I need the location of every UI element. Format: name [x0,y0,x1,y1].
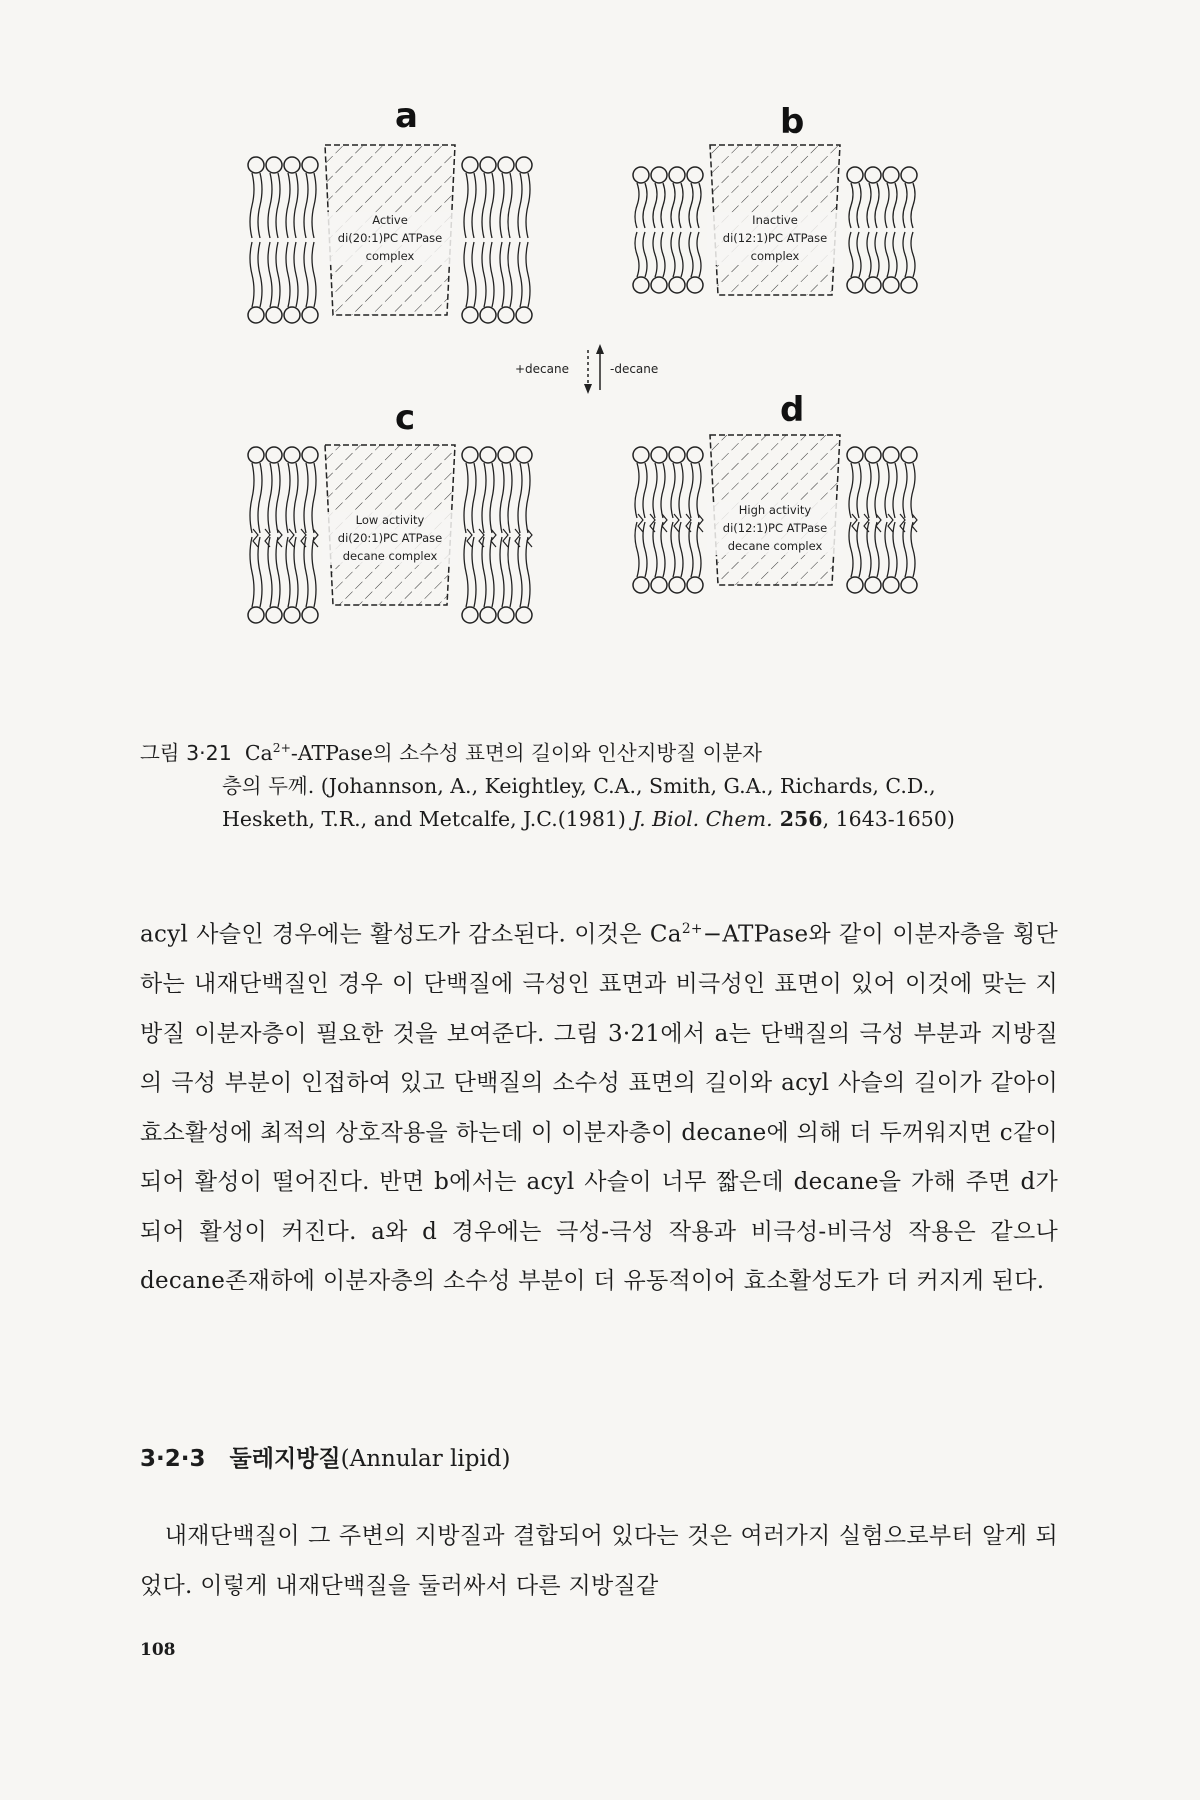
caption-line3 [140,803,1040,836]
lipid-head [865,277,881,293]
lipid-head [883,577,899,593]
lipid-tail [518,463,522,533]
lipid-tail [857,183,861,228]
caption-line1-sup: 2+ [272,741,291,755]
decane-molecule [638,514,643,532]
lipid-tail [671,463,675,518]
lipid-tail [518,173,522,238]
lipid-head [847,577,863,593]
lipid-tail [268,537,272,607]
lipid-tail [867,183,871,228]
lipid-tail [697,232,701,277]
lipid-head [480,447,496,463]
panel-a-line3: complex [365,248,415,263]
lipid-tail [294,242,298,307]
lipid-tail [679,232,683,277]
panel-b-label [707,212,843,265]
lipid-head [901,277,917,293]
lipid-tail [490,173,494,238]
p2-text: 내재단백질이 그 주변의 지방질과 결합되어 있다는 것은 여러가지 실험으로부터 알게 되었다. 이렇게 내재단백질을 둘러싸서 다른 지방질같 [140,1523,1058,1599]
lipid-tail [526,173,530,238]
panel-c-line2: di(20:1)PC ATPase [337,530,443,545]
panel-a-line1: Active [372,213,408,227]
lipid-head [248,447,264,463]
lipid-tail [885,232,889,277]
panel-c-label [322,512,458,565]
lipid-head [480,307,496,323]
lipid-head [266,607,282,623]
lipid-head [302,157,318,173]
lipid-tail [464,173,468,238]
lipid-tail [885,463,889,518]
lipid-head [669,447,685,463]
lipid-head [687,167,703,183]
lipid-tail [689,232,693,277]
caption-journal: J. Biol. Chem. [632,806,773,831]
lipid-tail [312,537,316,607]
lipid-tail [312,242,316,307]
decane-molecule [467,529,472,547]
panel-c-line3: decane complex [342,548,438,563]
decane-molecule [503,529,508,547]
lipid-tail [661,232,665,277]
lipid-tail [286,537,290,607]
lipid-tail [258,463,262,533]
lipid-head [498,157,514,173]
lipid-head [901,167,917,183]
lipid-head [883,167,899,183]
lipid-tail [258,242,262,307]
lipid-head [669,577,685,593]
lipid-head [687,447,703,463]
lipid-head [480,157,496,173]
decane-molecule [674,514,679,532]
caption-volume: 256 [772,806,823,831]
lipid-tail [490,242,494,307]
lipid-head [266,157,282,173]
lipid-tail [268,242,272,307]
lipid-tail [490,537,494,607]
body-paragraph-2 [140,1512,1058,1611]
lipid-tail [500,242,504,307]
lipid-tail [518,242,522,307]
lipid-tail [294,173,298,238]
lipid-tail [697,463,701,518]
lipid-tail [526,463,530,533]
lipid-tail [903,183,907,228]
lipid-tail [875,232,879,277]
lipid-head [498,307,514,323]
lipid-tail [250,173,254,238]
lipid-tail [258,173,262,238]
lipid-tail [903,232,907,277]
figure-caption [140,732,1040,836]
lipid-tail [643,183,647,228]
figure-3-21 [230,96,990,700]
lipid-tail [500,173,504,238]
decane-molecule [253,529,258,547]
lipid-tail [508,537,512,607]
lipid-tail [276,173,280,238]
lipid-head [284,447,300,463]
lipid-head [865,577,881,593]
lipid-tail [286,242,290,307]
lipid-tail [312,173,316,238]
lipid-head [284,607,300,623]
lipid-tail [857,463,861,518]
caption-line1-a: Ca [244,740,273,765]
lipid-head [669,277,685,293]
lipid-head [516,157,532,173]
lipid-tail [286,463,290,533]
lipid-tail [893,522,897,577]
lipid-tail [304,173,308,238]
panel-b-line1: Inactive [752,213,798,227]
lipid-head [651,277,667,293]
p1-sup: 2+ [681,921,703,937]
section-title-ko: 둘레지방질 [229,1446,341,1472]
p1-part-b: −ATPase와 같이 이분자층을 횡단하는 내재단백질인 경우 이 단백질에 극성인 표면과 비극성인 표면이 있어 이것에 맞는 지방질 이분자층이 필요한 것을 보여준다. 그림 3·21에서 a는 단백질의 극성 부분과 지방질의 극성 부분이 인접하여 있고 단백질의 소수성 표면의 길이와 acyl 사슬의 길이가 같아이 효소활성에 최적의 상호작용을 하는데 이 이분자층이 decane에 의해 더 두꺼워지면 c같이 되어 활성이 떨어진다. 반면 b에서는 acyl 사슬이 너무 짧은데 decane을 가해 주면 d가 되어 활성이 커진다. a와 d 경우에는 극성-극성 작용과 비극성-비극성 작용은 같으나 decane존재하에 이분자층의 소수성 부분이 더 유동적이어 효소활성도가 더 커지게 된다. [140,921,1058,1295]
lipid-tail [671,522,675,577]
lipid-tail [893,232,897,277]
panel-letter-d: d [780,390,805,430]
lipid-head [687,277,703,293]
panel-d-line3: decane complex [727,538,823,553]
lipid-head [516,607,532,623]
lipid-head [651,577,667,593]
body-paragraph-1 [140,905,1058,1307]
lipid-head [633,577,649,593]
lipid-tail [464,242,468,307]
lipid-tail [472,173,476,238]
lipid-tail [849,183,853,228]
lipid-tail [689,463,693,518]
lipid-tail [661,522,665,577]
lipid-tail [857,232,861,277]
lipid-head [883,447,899,463]
lipid-tail [893,183,897,228]
caption-pages: , 1643-1650) [822,806,955,831]
caption-line1-b: -ATPase의 소수성 표면의 길이와 인산지방질 이분자 [290,740,762,765]
lipid-tail [268,463,272,533]
decane-molecule [289,529,294,547]
lipid-tail [258,537,262,607]
lipid-head [248,307,264,323]
lipid-tail [304,463,308,533]
caption-label: 그림 3·21 [140,740,232,765]
lipid-head [687,577,703,593]
page-number: 108 [140,1640,176,1660]
lipid-tail [286,173,290,238]
lipid-head [516,447,532,463]
lipid-tail [500,537,504,607]
lipid-tail [893,463,897,518]
lipid-head [633,167,649,183]
lipid-tail [679,463,683,518]
lipid-tail [857,522,861,577]
lipid-tail [911,232,915,277]
panel-letter-c: c [395,398,416,438]
panel-letter-a: a [395,96,418,136]
lipid-head [284,307,300,323]
section-heading [140,1440,511,1473]
lipid-head [847,167,863,183]
lipid-tail [526,242,530,307]
plus-decane-label: +decane [515,362,569,376]
lipid-head [651,447,667,463]
lipid-head [901,577,917,593]
lipid-tail [482,173,486,238]
lipid-head [462,157,478,173]
lipid-head [865,447,881,463]
section-number: 3·2·3 [140,1446,206,1472]
lipid-tail [849,463,853,518]
lipid-tail [482,242,486,307]
lipid-tail [875,463,879,518]
lipid-tail [885,183,889,228]
section-title-en: (Annular lipid) [340,1446,511,1472]
lipid-tail [482,463,486,533]
lipid-tail [635,522,639,577]
lipid-tail [472,242,476,307]
lipid-tail [276,242,280,307]
lipid-tail [508,242,512,307]
lipid-tail [518,537,522,607]
lipid-tail [653,463,657,518]
lipid-tail [276,537,280,607]
lipid-tail [635,463,639,518]
lipid-tail [643,522,647,577]
lipid-tail [903,463,907,518]
lipid-head [516,307,532,323]
lipid-head [651,167,667,183]
panel-letter-b: b [780,102,805,142]
membrane-diagram [230,100,990,700]
lipid-tail [679,522,683,577]
lipid-tail [250,463,254,533]
lipid-tail [304,242,308,307]
lipid-head [669,167,685,183]
lipid-tail [294,537,298,607]
panel-a-line2: di(20:1)PC ATPase [337,230,443,245]
lipid-head [865,167,881,183]
lipid-head [498,447,514,463]
lipid-head [901,447,917,463]
lipid-tail [472,463,476,533]
lipid-tail [867,463,871,518]
lipid-tail [911,463,915,518]
panel-c-line1: Low activity [355,513,425,527]
lipid-tail [268,173,272,238]
p1-part-a: acyl 사슬인 경우에는 활성도가 감소된다. 이것은 Ca [140,921,682,948]
lipid-tail [276,463,280,533]
lipid-tail [508,173,512,238]
lipid-tail [635,183,639,228]
lipid-tail [508,463,512,533]
lipid-head [302,607,318,623]
lipid-tail [312,463,316,533]
lipid-tail [464,537,468,607]
lipid-tail [294,463,298,533]
lipid-head [302,307,318,323]
lipid-head [847,277,863,293]
lipid-tail [643,232,647,277]
lipid-tail [464,463,468,533]
lipid-tail [472,537,476,607]
lipid-head [302,447,318,463]
panel-b-line2: di(12:1)PC ATPase [722,230,828,245]
lipid-head [266,447,282,463]
lipid-head [266,307,282,323]
lipid-tail [500,463,504,533]
lipid-tail [526,537,530,607]
panel-d-line2: di(12:1)PC ATPase [722,520,828,535]
lipid-head [462,307,478,323]
lipid-tail [697,522,701,577]
lipid-tail [867,232,871,277]
lipid-head [847,447,863,463]
lipid-tail [250,537,254,607]
lipid-tail [250,242,254,307]
lipid-tail [849,232,853,277]
caption-line3-authors: Hesketh, T.R., and Metcalfe, J.C.(1981) [222,806,633,831]
decane-molecule [888,514,893,532]
lipid-tail [885,522,889,577]
caption-line2: 층의 두께. (Johannson, A., Keightley, C.A., Smith, G.A., Richards, C.D., [222,773,936,798]
minus-decane-label: -decane [610,362,659,376]
lipid-head [883,277,899,293]
lipid-tail [875,183,879,228]
lipid-tail [689,183,693,228]
lipid-head [248,157,264,173]
lipid-tail [849,522,853,577]
lipid-tail [490,463,494,533]
lipid-tail [671,232,675,277]
lipid-head [284,157,300,173]
lipid-tail [671,183,675,228]
decane-molecule [852,514,857,532]
lipid-head [498,607,514,623]
lipid-tail [661,463,665,518]
lipid-tail [653,232,657,277]
lipid-head [633,447,649,463]
panel-d-label [707,502,843,555]
lipid-tail [635,232,639,277]
lipid-tail [482,537,486,607]
panel-b-line3: complex [750,248,800,263]
lipid-tail [643,463,647,518]
lipid-tail [679,183,683,228]
panel-d-line1: High activity [738,503,812,517]
lipid-tail [911,183,915,228]
lipid-tail [304,537,308,607]
panel-a-label [322,212,458,265]
lipid-head [462,447,478,463]
lipid-tail [875,522,879,577]
lipid-tail [697,183,701,228]
lipid-tail [911,522,915,577]
lipid-tail [653,183,657,228]
lipid-head [633,277,649,293]
lipid-head [462,607,478,623]
lipid-head [480,607,496,623]
lipid-head [248,607,264,623]
decane-arrows [584,344,604,394]
lipid-tail [661,183,665,228]
